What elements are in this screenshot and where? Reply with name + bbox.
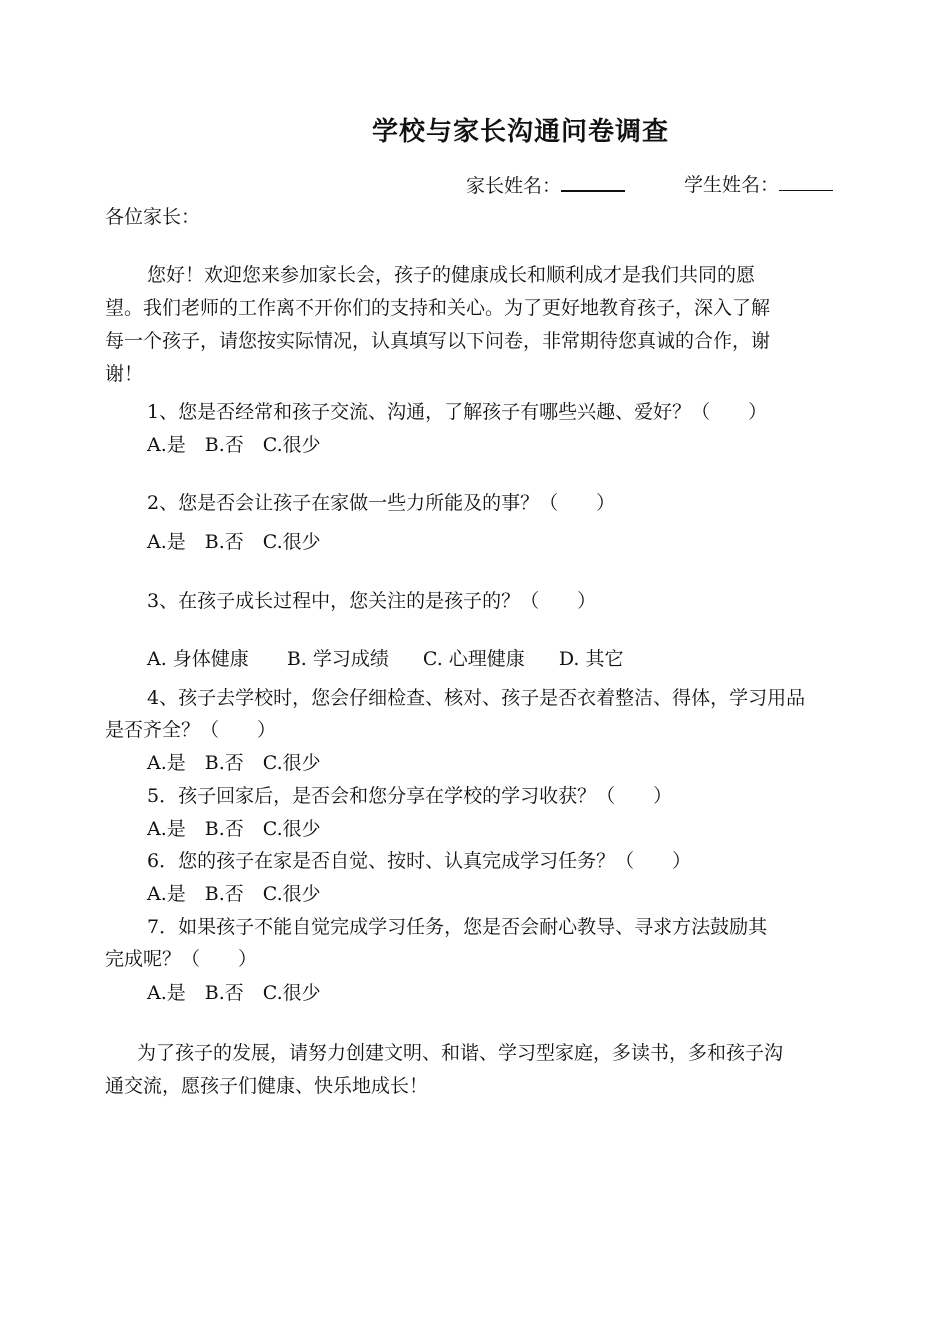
page-title: 学校与家长沟通问卷调查	[372, 117, 670, 147]
question-5: 5．孩子回家后，是否会和您分享在学校的学习收获？（ ）	[147, 785, 673, 807]
parent-name-field	[466, 172, 625, 198]
question-7-cont: 完成呢？（ ）	[105, 948, 258, 970]
student-name-blank	[779, 172, 833, 191]
intro-line-3: 每一个孩子，请您按实际情况，认真填写以下问卷，非常期待您真诚的合作，谢	[105, 330, 771, 352]
student-name-field	[684, 172, 833, 197]
intro-line-1: 您好！欢迎您来参加家长会，孩子的健康成长和顺利成才是我们共同的愿	[147, 264, 756, 286]
intro-line-2: 望。我们老师的工作离不开你们的支持和关心。为了更好地教育孩子，深入了解	[105, 297, 771, 319]
parent-name-label: 家长姓名：	[466, 175, 562, 197]
question-3: 3、在孩子成长过程中，您关注的是孩子的？（ ）	[147, 590, 597, 612]
salutation: 各位家长：	[105, 206, 201, 228]
parent-name-blank	[561, 172, 625, 192]
question-4-options: A.是 B.否 C.很少	[147, 752, 321, 774]
student-name-label: 学生姓名：	[684, 174, 780, 196]
question-2: 2、您是否会让孩子在家做一些力所能及的事？（ ）	[147, 492, 616, 514]
question-2-options: A.是 B.否 C.很少	[147, 531, 321, 553]
closing-line-1: 为了孩子的发展，请努力创建文明、和谐、学习型家庭，多读书，多和孩子沟	[137, 1042, 784, 1064]
question-7: 7．如果孩子不能自觉完成学习任务，您是否会耐心教导、寻求方法鼓励其	[147, 916, 768, 938]
option-d: D. 其它	[558, 648, 624, 670]
question-6-options: A.是 B.否 C.很少	[147, 883, 321, 905]
question-4-cont: 是否齐全？（ ）	[105, 719, 277, 741]
question-1: 1、您是否经常和孩子交流、沟通，了解孩子有哪些兴趣、爱好？（ ）	[147, 401, 768, 423]
question-1-options: A.是 B.否 C.很少	[147, 434, 321, 456]
question-5-options: A.是 B.否 C.很少	[147, 818, 321, 840]
intro-line-4: 谢！	[105, 363, 144, 385]
question-6: 6．您的孩子在家是否自觉、按时、认真完成学习任务？（ ）	[147, 850, 692, 872]
option-c: C. 心理健康	[422, 648, 525, 670]
question-4: 4、孩子去学校时，您会仔细检查、核对、孩子是否衣着整洁、得体，学习用品	[147, 687, 806, 709]
question-3-options	[147, 647, 623, 671]
closing-line-2: 通交流，愿孩子们健康、快乐地成长！	[105, 1075, 429, 1097]
option-a: A. 身体健康	[147, 648, 249, 670]
option-b: B. 学习成绩	[286, 648, 389, 670]
question-7-options: A.是 B.否 C.很少	[147, 982, 321, 1004]
